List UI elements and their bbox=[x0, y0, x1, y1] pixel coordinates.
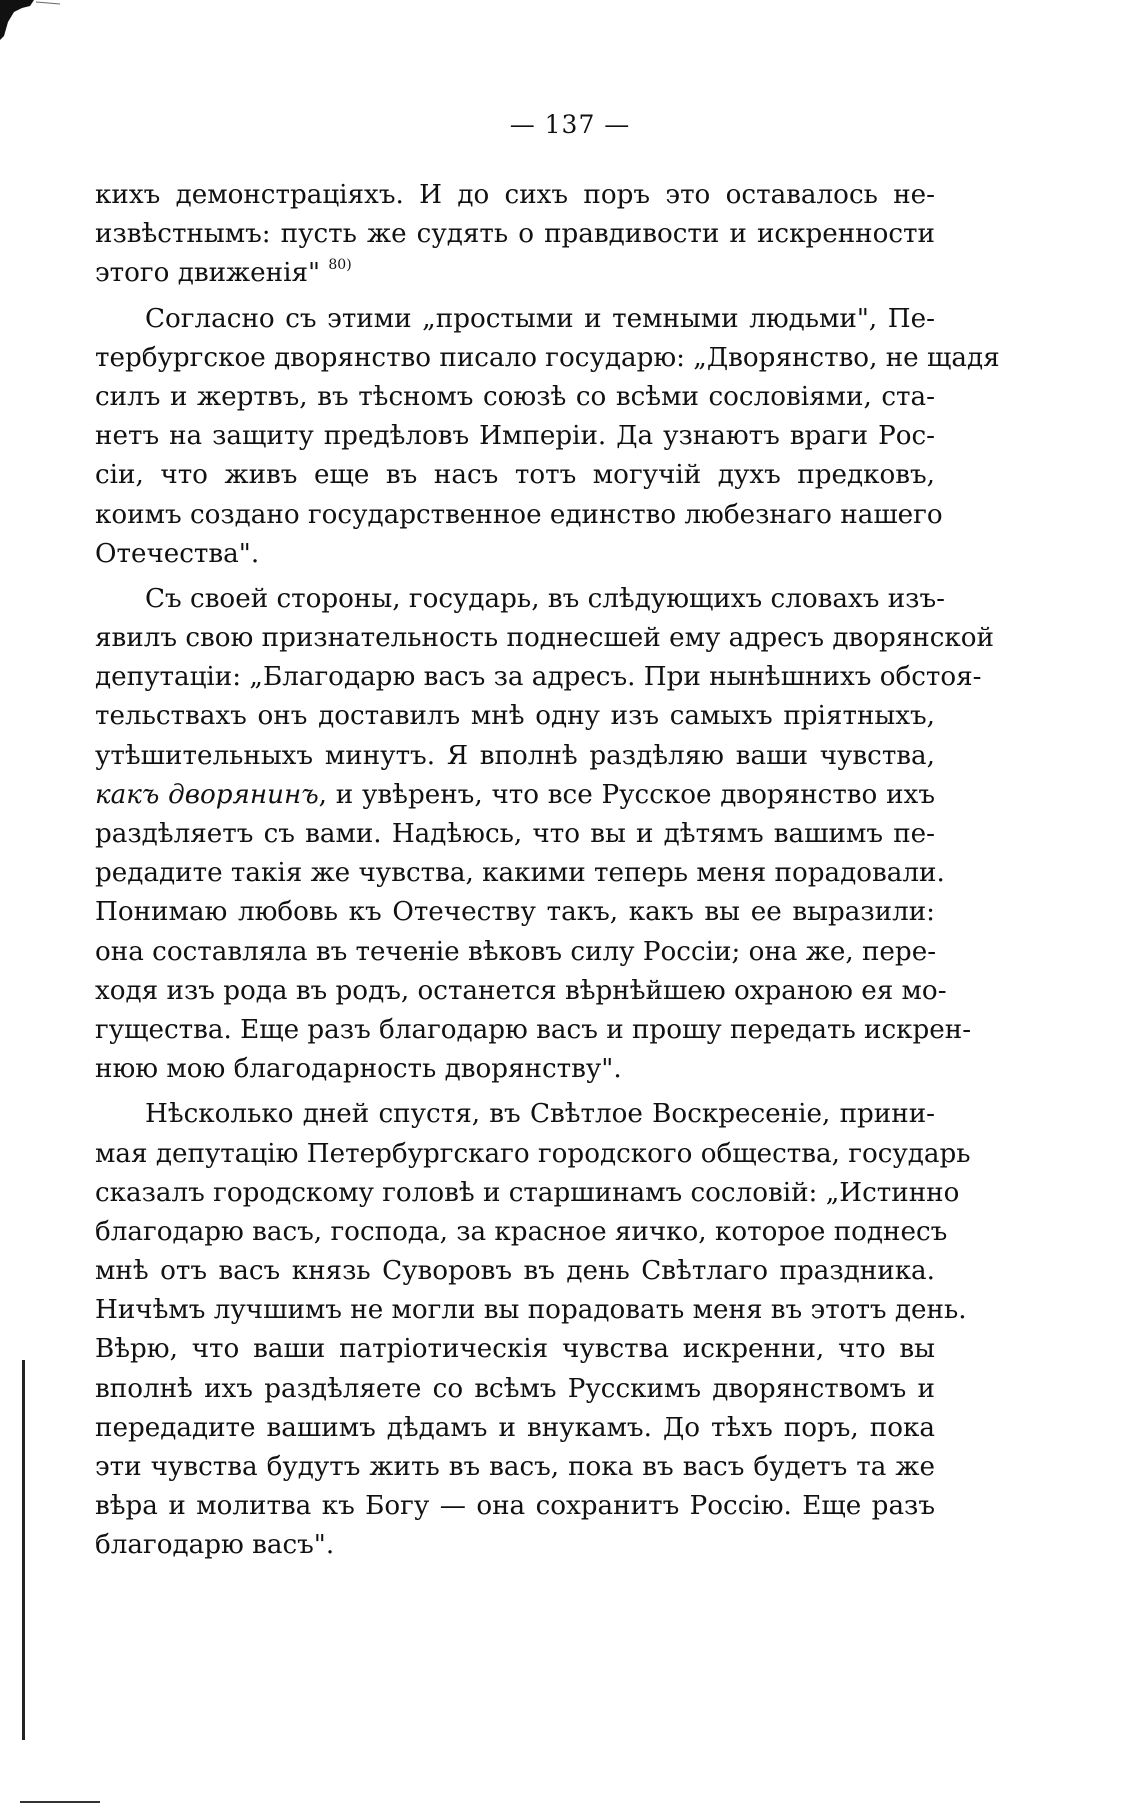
paragraph-2 bbox=[95, 300, 1000, 574]
text-line: нюю мою благодарность дворянству". bbox=[95, 1054, 622, 1085]
text-line: она составляла въ теченіе вѣковъ силу Россіи; она же, пере- bbox=[95, 936, 937, 967]
text-line: нетъ на защиту предѣловъ Имперіи. Да узнаютъ враги Рос- bbox=[95, 421, 935, 452]
text-line: Согласно съ этими „простыми и темными людьми", Пе- bbox=[145, 303, 935, 334]
text-fragment: этого движенія" bbox=[95, 258, 321, 289]
scan-corner-artifact bbox=[0, 0, 90, 60]
text-line: мнѣ отъ васъ князь Суворовъ въ день Свѣтлаго праздника. bbox=[95, 1256, 935, 1287]
text-line: утѣшительныхъ минутъ. Я вполнѣ раздѣляю ваши чувства, bbox=[95, 740, 935, 771]
text-line: извѣстнымъ: пусть же судять о правдивости и искренности bbox=[95, 219, 935, 250]
text-line: мая депутацію Петербургскаго городского общества, государь bbox=[95, 1138, 971, 1169]
text-fragment: , и увѣренъ, что все Русское дворянство ихъ bbox=[318, 779, 935, 810]
paragraph-4 bbox=[95, 1095, 971, 1565]
text-line: благодарю васъ". bbox=[95, 1530, 335, 1561]
text-line: вполнѣ ихъ раздѣляете со всѣмъ Русскимъ дворянствомъ и bbox=[95, 1373, 935, 1404]
text-line: тербургское дворянство писало государю: „Дворянство, не щадя bbox=[95, 342, 1000, 373]
text-line: раздѣляетъ съ вами. Надѣюсь, что вы и дѣтямъ вашимъ пе- bbox=[95, 819, 935, 849]
text-line: передадите вашимъ дѣдамъ и внукамъ. До тѣхъ поръ, пока bbox=[95, 1412, 935, 1443]
text-line: Съ своей стороны, государь, въ слѣдующихъ словахъ изъ- bbox=[145, 583, 945, 614]
text-line: Нѣсколько дней спустя, въ Свѣтлое Воскресеніе, прини- bbox=[145, 1099, 935, 1130]
page-number: — 137 — bbox=[509, 110, 631, 139]
text-line: тельствахъ онъ доставилъ мнѣ одну изъ самыхъ пріятныхъ, bbox=[95, 701, 935, 732]
italic-phrase: какъ дворянинъ bbox=[95, 779, 319, 810]
text-line bbox=[95, 776, 935, 815]
text-line: эти чувства будутъ жить въ васъ, пока въ васъ будетъ та же bbox=[95, 1452, 935, 1482]
paragraph-1 bbox=[95, 176, 935, 294]
text-line: депутаціи: „Благодарю васъ за адресъ. При нынѣшнихъ обстоя- bbox=[95, 662, 982, 693]
body-text bbox=[95, 176, 1000, 1566]
text-line: редадите такія же чувства, какими теперь меня порадовали. bbox=[95, 858, 945, 889]
text-line: благодарю васъ, господа, за красное яичко, которое поднесъ bbox=[95, 1216, 948, 1247]
text-line: явилъ свою признательность поднесшей ему адресъ дворянской bbox=[95, 623, 994, 654]
text-line: Вѣрю, что ваши патріотическія чувства искренни, что вы bbox=[95, 1334, 935, 1365]
text-line: сказалъ городскому головѣ и старшинамъ сословій: „Истинно bbox=[95, 1177, 960, 1208]
scan-left-edge-line bbox=[22, 1360, 25, 1740]
text-line: коимъ создано государственное единство любезнаго нашего bbox=[95, 499, 943, 530]
paragraph-3 bbox=[95, 580, 994, 1089]
text-line: вѣра и молитва къ Богу — она сохранитъ Россію. Еще разъ bbox=[95, 1491, 935, 1522]
footnote-reference: 80) bbox=[328, 257, 352, 274]
text-line: силъ и жертвъ, въ тѣсномъ союзѣ со всѣми сословіями, ста- bbox=[95, 381, 935, 412]
text-line: ходя изъ рода въ родъ, останется вѣрнѣйшею охраною ея мо- bbox=[95, 975, 947, 1006]
text-line bbox=[95, 254, 935, 293]
text-line: Понимаю любовь къ Отечеству такъ, какъ вы ее выразили: bbox=[95, 897, 935, 928]
text-line: гущества. Еще разъ благодарю васъ и прошу передать искрен- bbox=[95, 1014, 972, 1045]
text-line: Отечества". bbox=[95, 538, 260, 569]
text-line: Ничѣмъ лучшимъ не могли вы порадовать меня въ этотъ день. bbox=[95, 1295, 967, 1326]
text-line: сіи, что живъ еще въ насъ тотъ могучій духъ предковъ, bbox=[95, 460, 935, 491]
scan-bottom-artifact bbox=[20, 1790, 110, 1810]
text-line: кихъ демонстраціяхъ. И до сихъ поръ это оставалось не- bbox=[95, 180, 935, 210]
